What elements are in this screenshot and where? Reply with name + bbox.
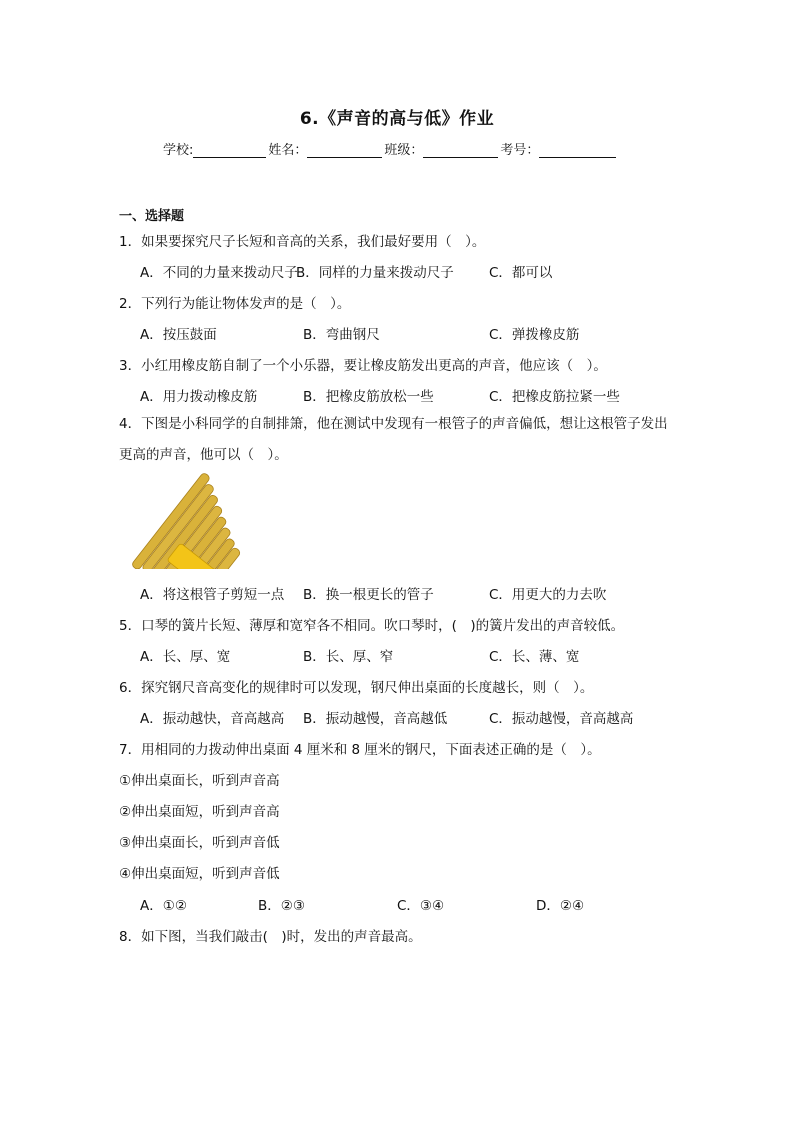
option-c[interactable]: C．都可以 (489, 265, 553, 281)
option-b[interactable]: B．换一根更长的管子 (303, 587, 434, 603)
name-field[interactable] (307, 143, 382, 158)
school-label: 学校: (163, 143, 194, 158)
statement-1: ①伸出桌面长，听到声音高 (119, 773, 280, 789)
option-b[interactable]: B．长、厚、窄 (303, 649, 394, 665)
name-label: 姓名： (268, 143, 308, 158)
question-7: 7．用相同的力拨动伸出桌面 4 厘米和 8 厘米的钢尺，下面表述正确的是（ ）。 (119, 742, 601, 758)
question-4: 4．下图是小科同学的自制排箫，他在测试中发现有一根管子的声音偏低，想让这根管子发出更高的声音，他可以（ ）。 (119, 416, 668, 463)
option-a[interactable]: A．长、厚、宽 (140, 649, 231, 665)
option-c[interactable]: C．把橡皮筋拉紧一些 (489, 389, 620, 405)
question-6: 6．探究钢尺音高变化的规律时可以发现，钢尺伸出桌面的长度越长，则（ ）。 (119, 680, 594, 696)
school-field[interactable] (193, 143, 266, 158)
number-label: 考号： (500, 143, 540, 158)
student-info-line (163, 139, 618, 158)
question-2: 2．下列行为能让物体发声的是（ ）。 (119, 296, 351, 312)
option-a[interactable]: A．振动越快，音高越高 (140, 711, 285, 727)
question-5: 5．口琴的簧片长短、薄厚和宽窄各不相同。吹口琴时，( )的簧片发出的声音较低。 (119, 618, 625, 634)
option-b[interactable]: B．②③ (258, 898, 305, 914)
option-c[interactable]: C．弹拨橡皮筋 (489, 327, 580, 343)
option-a[interactable]: A．不同的力量来拨动尺子 (140, 265, 298, 281)
option-c[interactable]: C．振动越慢，音高越高 (489, 711, 634, 727)
option-a[interactable]: A．将这根管子剪短一点 (140, 587, 285, 603)
option-a[interactable]: A．按压鼓面 (140, 327, 217, 343)
statement-3: ③伸出桌面长，听到声音低 (119, 835, 280, 851)
statement-2: ②伸出桌面短，听到声音高 (119, 804, 280, 820)
class-field[interactable] (423, 143, 498, 158)
class-label: 班级： (384, 143, 424, 158)
number-field[interactable] (539, 143, 616, 158)
option-a[interactable]: A．①② (140, 898, 187, 914)
option-c[interactable]: C．用更大的力去吹 (489, 587, 607, 603)
option-c[interactable]: C．③④ (397, 898, 445, 914)
panpipe-image (119, 469, 269, 569)
question-3: 3．小红用橡皮筋自制了一个小乐器，要让橡皮筋发出更高的声音，他应该（ ）。 (119, 358, 607, 374)
option-b[interactable]: B．把橡皮筋放松一些 (303, 389, 434, 405)
option-d[interactable]: D．②④ (536, 898, 585, 914)
pipes (119, 469, 269, 569)
question-1: 1．如果要探究尺子长短和音高的关系，我们最好要用（ ）。 (119, 234, 486, 250)
page-title: 6.《声音的高与低》作业 (299, 109, 495, 129)
statement-4: ④伸出桌面短，听到声音低 (119, 866, 280, 882)
question-8: 8．如下图，当我们敲击( )时，发出的声音最高。 (119, 929, 422, 945)
section-title: 一、选择题 (119, 209, 185, 224)
option-b[interactable]: B．弯曲钢尺 (303, 327, 380, 343)
option-c[interactable]: C．长、薄、宽 (489, 649, 580, 665)
option-b[interactable]: B．振动越慢，音高越低 (303, 711, 448, 727)
option-a[interactable]: A．用力拨动橡皮筋 (140, 389, 258, 405)
option-b[interactable]: B．同样的力量来拨动尺子 (296, 265, 454, 281)
